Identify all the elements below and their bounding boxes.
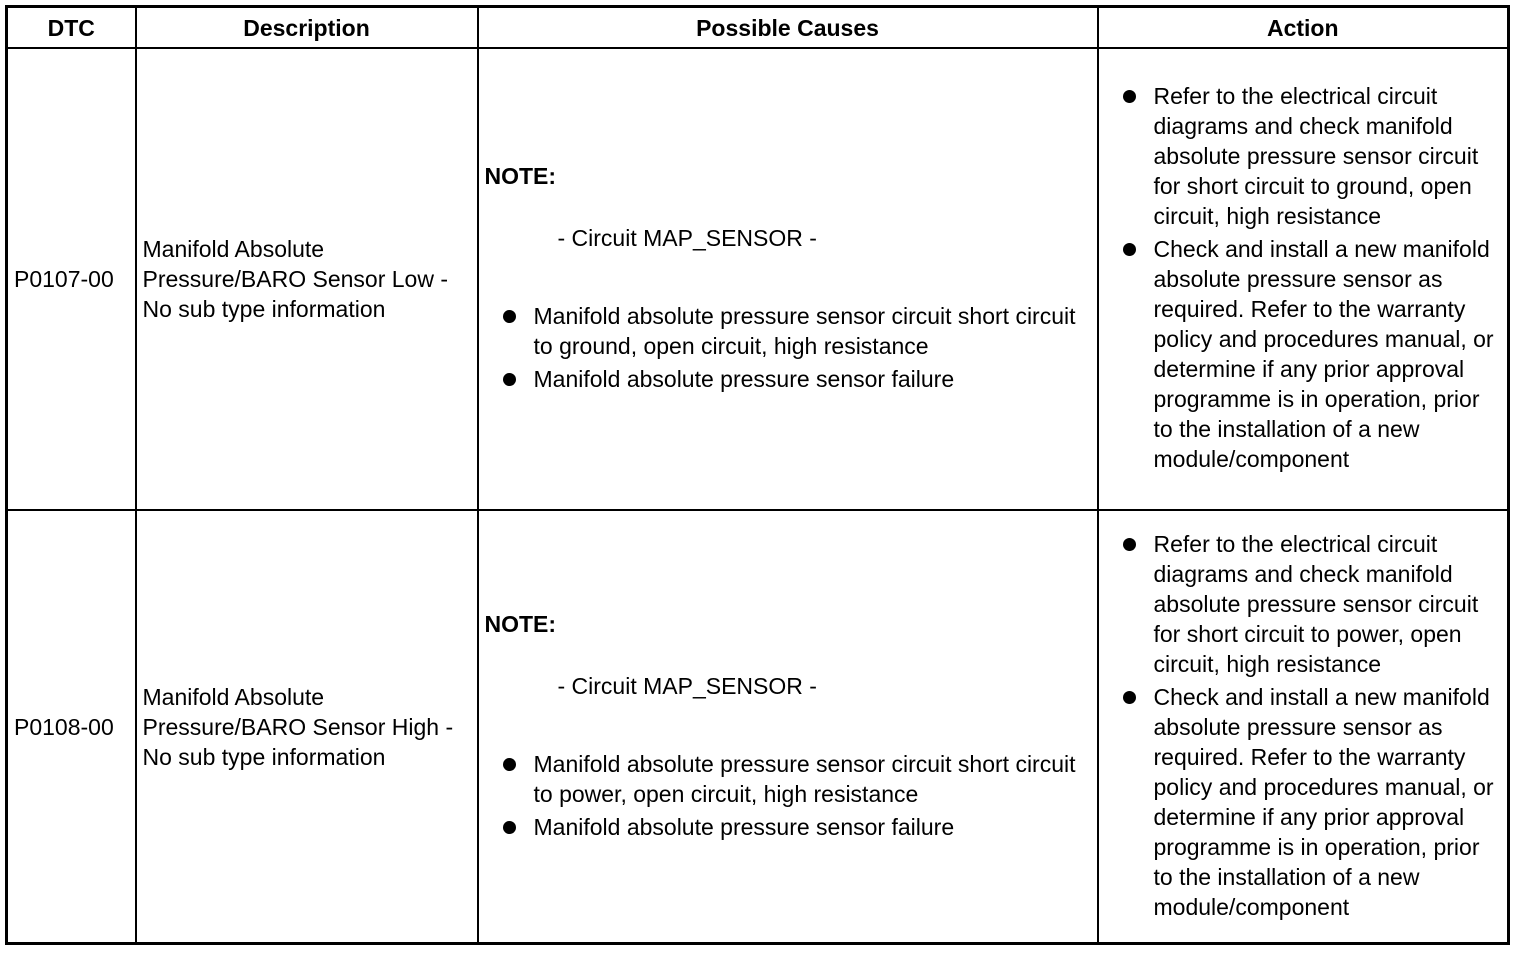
- action-list: [1099, 81, 1504, 474]
- action-item: Refer to the electrical circuit diagrams and check manifold absolute pressure sensor circuit for short circuit to power, open circuit, high resistance: [1099, 529, 1504, 679]
- action-cell: [1098, 48, 1509, 510]
- possible-causes-cell: [478, 510, 1098, 944]
- action-list: [1099, 529, 1504, 922]
- header-dtc: DTC: [7, 7, 136, 49]
- causes-list: [485, 301, 1091, 394]
- action-item: Check and install a new manifold absolute pressure sensor as required. Refer to the warranty policy and procedures manual, or determine if any prior approval programme is in operation, prior to the installation of a new module/component: [1099, 682, 1504, 922]
- table-row: [7, 510, 1509, 944]
- header-row: [7, 7, 1509, 49]
- circuit-reference: - Circuit MAP_SENSOR -: [557, 225, 817, 251]
- dtc-code: P0107-00: [7, 48, 136, 510]
- header-possible-causes: Possible Causes: [478, 7, 1098, 49]
- cause-item: Manifold absolute pressure sensor circuit short circuit to ground, open circuit, high resistance: [485, 301, 1091, 361]
- header-action: Action: [1098, 7, 1509, 49]
- description-cell: Manifold Absolute Pressure/BARO Sensor High - No sub type information: [136, 510, 478, 944]
- possible-causes-cell: [478, 48, 1098, 510]
- note-label: NOTE:: [484, 163, 557, 189]
- cause-item: Manifold absolute pressure sensor circuit short circuit to power, open circuit, high resistance: [485, 749, 1091, 809]
- cause-item: Manifold absolute pressure sensor failure: [485, 364, 1091, 394]
- dtc-code: P0108-00: [7, 510, 136, 944]
- table-row: [7, 48, 1509, 510]
- action-item: Check and install a new manifold absolute pressure sensor as required. Refer to the warranty policy and procedures manual, or determine if any prior approval programme is in operation, prior to the installation of a new module/component: [1099, 234, 1504, 474]
- cause-item: Manifold absolute pressure sensor failure: [485, 812, 1091, 842]
- description-cell: Manifold Absolute Pressure/BARO Sensor Low - No sub type information: [136, 48, 478, 510]
- header-description: Description: [136, 7, 478, 49]
- note-label: NOTE:: [484, 610, 557, 637]
- circuit-reference: - Circuit MAP_SENSOR -: [557, 672, 817, 699]
- action-item: Refer to the electrical circuit diagrams and check manifold absolute pressure sensor circuit for short circuit to ground, open circuit, high resistance: [1099, 81, 1504, 231]
- action-cell: [1098, 510, 1509, 944]
- dtc-table: [5, 5, 1510, 945]
- causes-list: [485, 749, 1091, 842]
